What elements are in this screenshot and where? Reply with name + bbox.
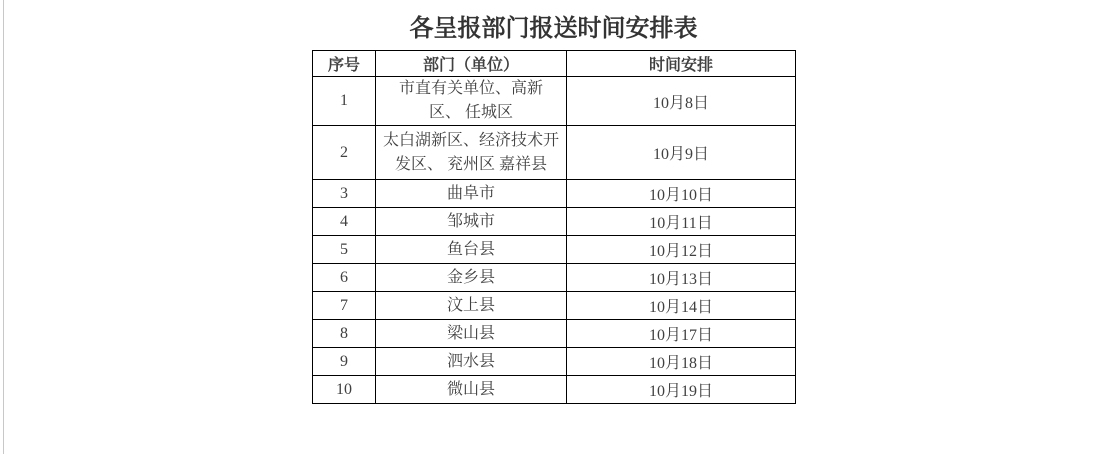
cell-date: 10月18日	[567, 348, 796, 376]
cell-dept	[376, 376, 567, 404]
cell-dept	[376, 77, 567, 126]
dept-line: 泗水县	[446, 352, 495, 370]
cell-no: 1	[313, 77, 376, 126]
cell-date: 10月12日	[567, 236, 796, 264]
header-cell-dept: 部门（单位）	[376, 51, 567, 77]
dept-line: 梁山县	[446, 324, 495, 342]
dept-line: 汶上县	[446, 296, 495, 314]
page-edge-line	[3, 0, 4, 454]
cell-date: 10月17日	[567, 320, 796, 348]
cell-no: 4	[313, 208, 376, 236]
cell-date: 10月8日	[567, 77, 796, 126]
table-row	[313, 180, 796, 208]
dept-line: 太白湖新区、经济技术开	[382, 131, 559, 149]
cell-dept	[376, 236, 567, 264]
cell-dept	[376, 348, 567, 376]
dept-line: 曲阜市	[446, 184, 495, 202]
table-row	[313, 208, 796, 236]
header-cell-no: 序号	[313, 51, 376, 77]
cell-date: 10月11日	[567, 208, 796, 236]
cell-dept	[376, 208, 567, 236]
content-area	[312, 14, 795, 404]
table-row	[313, 348, 796, 376]
table-row	[313, 77, 796, 126]
dept-line: 金乡县	[446, 268, 495, 286]
dept-line: 发区、 兖州区 嘉祥县	[394, 155, 547, 173]
table-row	[313, 236, 796, 264]
cell-no: 7	[313, 292, 376, 320]
cell-no: 8	[313, 320, 376, 348]
table-row	[313, 264, 796, 292]
dept-line: 市直有关单位、高新	[398, 80, 543, 97]
cell-no: 9	[313, 348, 376, 376]
cell-date: 10月19日	[567, 376, 796, 404]
cell-dept	[376, 320, 567, 348]
cell-no: 5	[313, 236, 376, 264]
cell-dept	[376, 180, 567, 208]
header-cell-date: 时间安排	[567, 51, 796, 77]
cell-date: 10月10日	[567, 180, 796, 208]
cell-dept	[376, 126, 567, 180]
table-row	[313, 126, 796, 180]
cell-dept	[376, 264, 567, 292]
schedule-table	[312, 50, 796, 404]
cell-no: 2	[313, 126, 376, 180]
page-title: 各呈报部门报送时间安排表	[409, 15, 698, 42]
table-row	[313, 320, 796, 348]
table-row	[313, 376, 796, 404]
dept-line: 邹城市	[446, 212, 495, 230]
cell-no: 6	[313, 264, 376, 292]
cell-date: 10月14日	[567, 292, 796, 320]
cell-date: 10月9日	[567, 126, 796, 180]
cell-no: 3	[313, 180, 376, 208]
table-header-row	[313, 51, 796, 77]
cell-dept	[376, 292, 567, 320]
dept-line: 区、 任城区	[428, 104, 513, 121]
dept-line: 微山县	[446, 380, 495, 398]
cell-date: 10月13日	[567, 264, 796, 292]
dept-line: 鱼台县	[446, 240, 495, 258]
cell-no: 10	[313, 376, 376, 404]
table-row	[313, 292, 796, 320]
